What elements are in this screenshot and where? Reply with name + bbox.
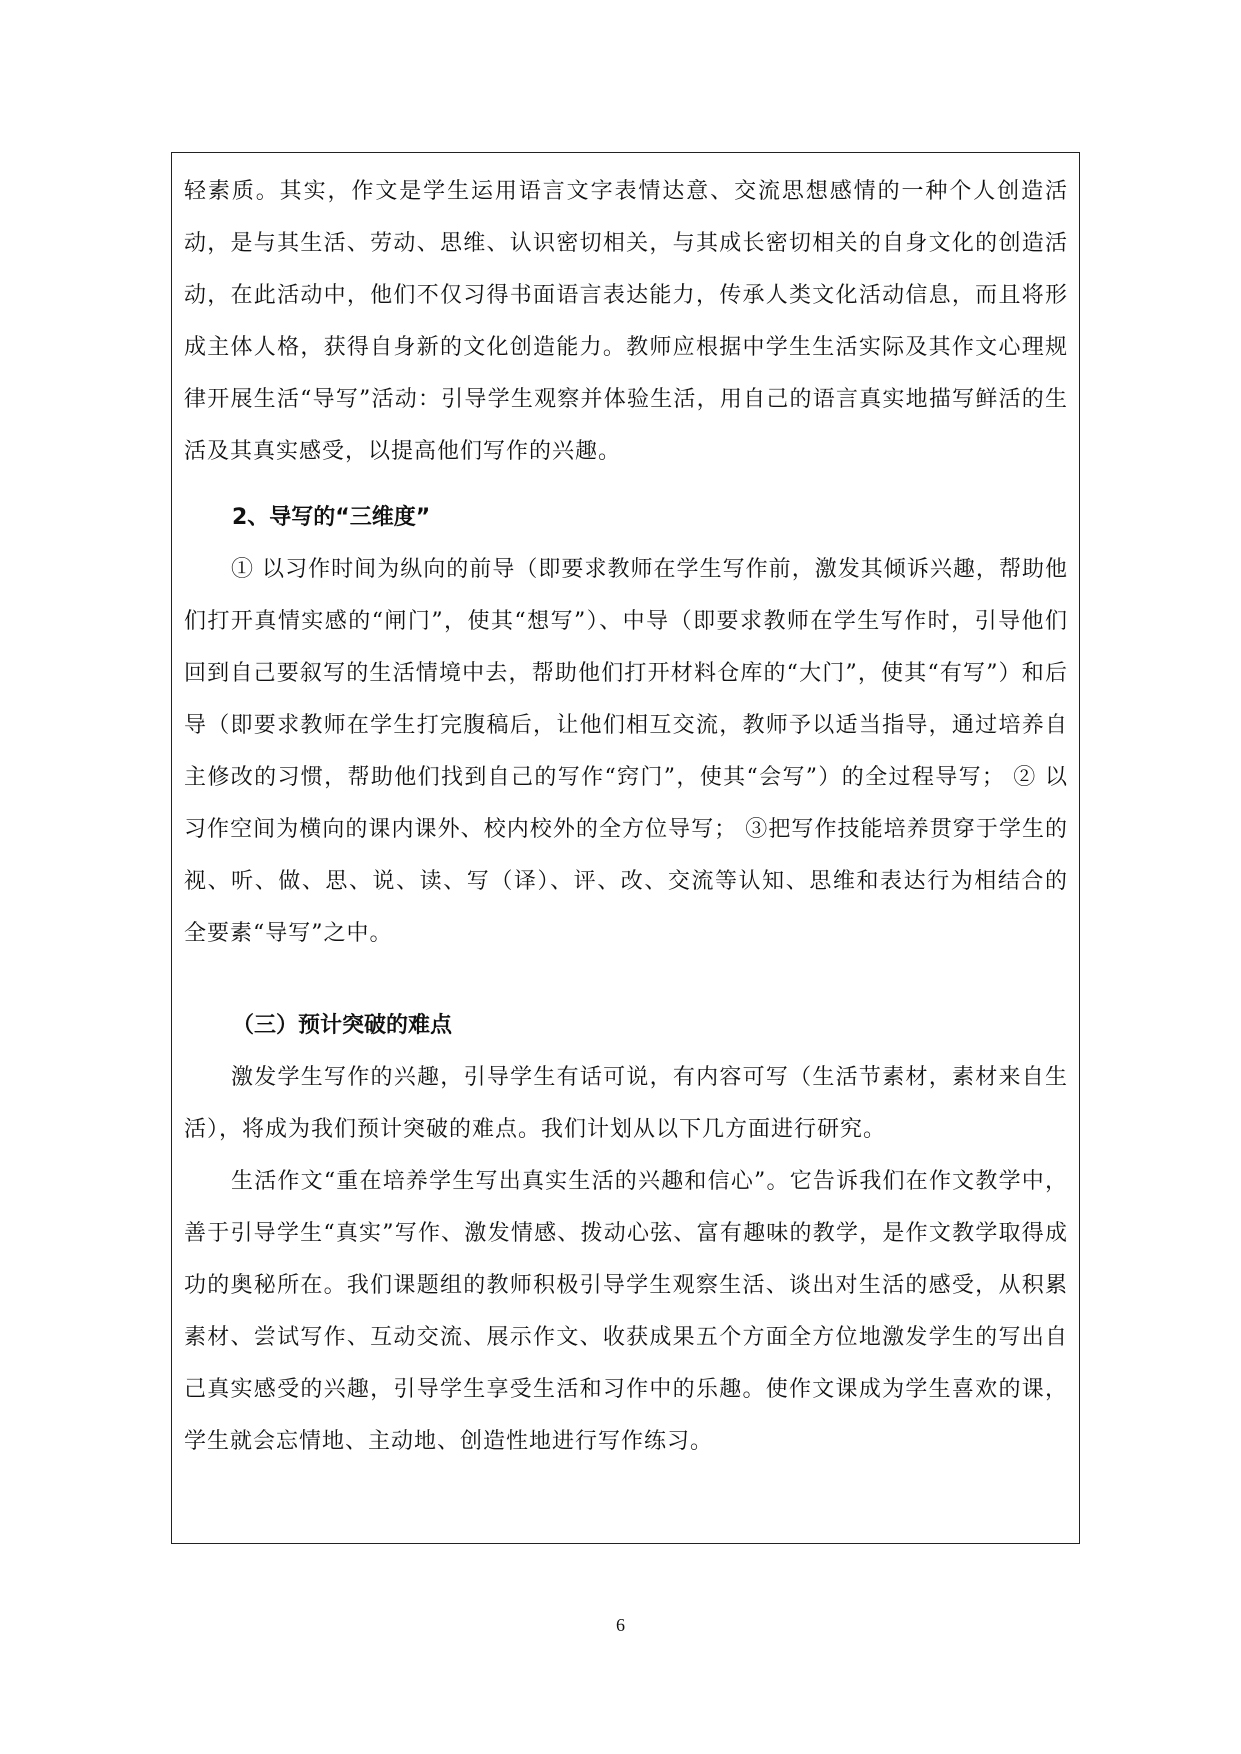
- section-heading-difficulties: （三）预计突破的难点: [232, 1013, 453, 1038]
- section-heading-three-dimensions: 2、导写的“三维度”: [232, 505, 431, 530]
- paragraph-difficulties: 激发学生写作的兴趣，引导学生有话可说，有内容可写（生活节素材，素材来自生活），将成为我们预计突破的难点。我们计划从以下几方面进行研究。: [184, 1065, 1068, 1142]
- page-number: 6: [616, 1615, 625, 1635]
- paragraph-three-dimensions: ① 以习作时间为纵向的前导（即要求教师在学生写作前，激发其倾诉兴趣，帮助他们打开真情实感的“闸门”，使其“想写”）、中导（即要求教师在学生写作时，引导他们回到自己要叙写的生活情境中去，帮助他们打开材料仓库的“大门”，使其“有写”）和后导（即要求教师在学生打完腹稿后，让他们相互交流，教师予以适当指导，通过培养自主修改的习惯，帮助他们找到自己的写作“窍门”，使其“会写”）的全过程导写； ② 以习作空间为横向的课内课外、校内校外的全方位导写； ③把写作技能培养贯穿于学生的视、听、做、思、说、读、写（译）、评、改、交流等认知、思维和表达行为相结合的全要素“导写”之中。: [184, 557, 1068, 946]
- paragraph-life-writing: 生活作文“重在培养学生写出真实生活的兴趣和信心”。它告诉我们在作文教学中，善于引导学生“真实”写作、激发情感、拨动心弦、富有趣味的教学，是作文教学取得成功的奥秘所在。我们课题组的教师积极引导学生观察生活、谈出对生活的感受，从积累素材、尝试写作、互动交流、展示作文、收获成果五个方面全方位地激发学生的写出自己真实感受的兴趣，引导学生享受生活和习作中的乐趣。使作文课成为学生喜欢的课，学生就会忘情地、主动地、创造性地进行写作练习。: [184, 1169, 1068, 1454]
- paragraph-intro: 轻素质。其实，作文是学生运用语言文字表情达意、交流思想感情的一种个人创造活动，是与其生活、劳动、思维、认识密切相关，与其成长密切相关的自身文化的创造活动，在此活动中，他们不仅习得书面语言表达能力，传承人类文化活动信息，而且将形成主体人格，获得自身新的文化创造能力。教师应根据中学生生活实际及其作文心理规律开展生活“导写”活动：引导学生观察并体验生活，用自己的语言真实地描写鲜活的生活及其真实感受，以提高他们写作的兴趣。: [184, 179, 1068, 464]
